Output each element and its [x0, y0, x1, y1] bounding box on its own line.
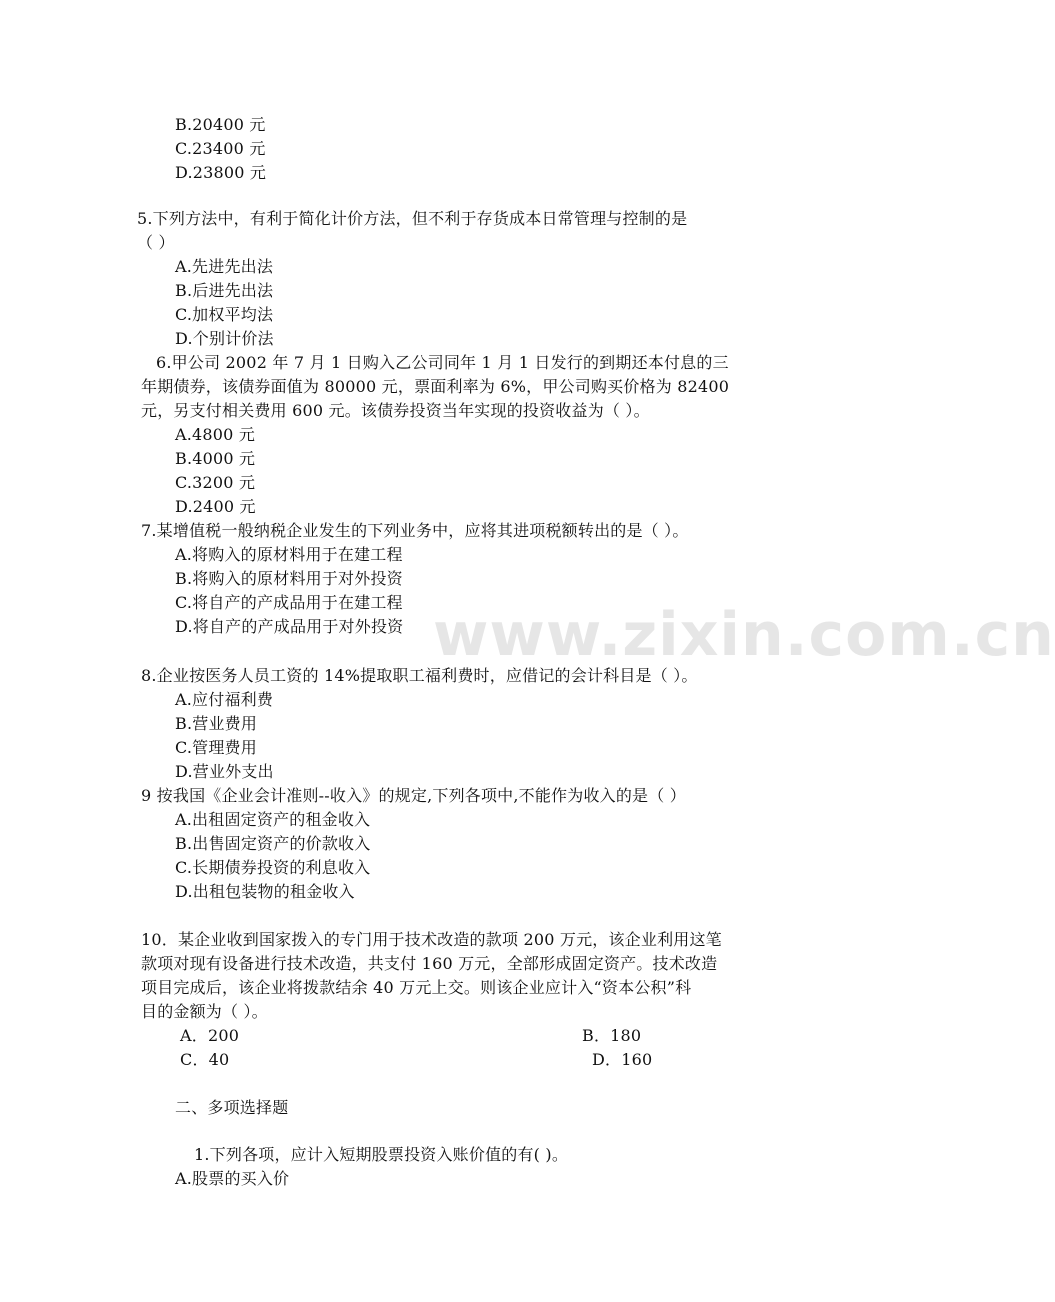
q6-stem-line-3: 元，另支付相关费用 600 元。该债券投资当年实现的投资收益为（ ）。: [141, 401, 650, 420]
q7-option-a: A.将购入的原材料用于在建工程: [175, 545, 403, 564]
q5-stem-line-2: （ ）: [137, 233, 175, 252]
q4-option-d: D.23800 元: [175, 163, 267, 182]
q10-stem-line-1: 10．某企业收到国家拨入的专门用于技术改造的款项 200 万元，该企业利用这笔: [141, 930, 722, 949]
q5-stem-line-1: 5.下列方法中，有利于简化计价方法，但不利于存货成本日常管理与控制的是: [137, 209, 688, 228]
q8-option-c: C.管理费用: [175, 738, 257, 757]
q9-option-d: D.出租包装物的租金收入: [175, 882, 355, 901]
q5-option-a: A.先进先出法: [175, 257, 274, 276]
q8-option-a: A.应付福利费: [175, 690, 274, 709]
q9-stem-line-1: 9 按我国《企业会计准则--收入》的规定,下列各项中,不能作为收入的是（ ）: [141, 786, 686, 805]
q7-stem-line-1: 7.某增值税一般纳税企业发生的下列业务中，应将其进项税额转出的是（ ）。: [141, 521, 689, 540]
q5-option-b: B.后进先出法: [175, 281, 274, 300]
q7-option-c: C.将自产的产成品用于在建工程: [175, 593, 403, 612]
q4-option-b: B.20400 元: [175, 115, 266, 134]
q5-option-c: C.加权平均法: [175, 305, 274, 324]
q6-option-d: D.2400 元: [175, 497, 256, 516]
q6-option-c: C.3200 元: [175, 473, 256, 492]
section-heading: 二、多项选择题: [175, 1098, 289, 1117]
q6-stem-line-2: 年期债券，该债券面值为 80000 元，票面利率为 6%，甲公司购买价格为 82400: [141, 377, 730, 396]
q6-stem-line-1: 6.甲公司 2002 年 7 月 1 日购入乙公司同年 1 月 1 日发行的到期还本付息的三: [156, 353, 729, 372]
watermark: www.zixin.com.cn: [433, 600, 1055, 670]
q4-option-c: C.23400 元: [175, 139, 266, 158]
q9-option-b: B.出售固定资产的价款收入: [175, 834, 371, 853]
q9-option-c: C.长期债券投资的利息收入: [175, 858, 371, 877]
q7-option-d: D.将自产的产成品用于对外投资: [175, 617, 404, 636]
q8-option-b: B.营业费用: [175, 714, 258, 733]
q9-option-a: A.出租固定资产的租金收入: [175, 810, 371, 829]
q5-option-d: D.个别计价法: [175, 329, 274, 348]
q7-option-b: B.将购入的原材料用于对外投资: [175, 569, 403, 588]
mq1-option-a: A.股票的买入价: [175, 1169, 290, 1188]
q10-option-c: C．40: [180, 1050, 230, 1069]
q10-stem-line-4: 目的金额为（ ）。: [141, 1002, 268, 1021]
q10-option-d: D．160: [592, 1050, 653, 1069]
mq1-stem-line-1: 1.下列各项，应计入短期股票投资入账价值的有( )。: [194, 1145, 569, 1164]
q10-option-a: A．200: [180, 1026, 240, 1045]
q8-option-d: D.营业外支出: [175, 762, 274, 781]
q10-stem-line-3: 项目完成后，该企业将拨款结余 40 万元上交。则该企业应计入“资本公积”科: [141, 978, 692, 997]
q10-stem-line-2: 款项对现有设备进行技术改造，共支付 160 万元，全部形成固定资产。技术改造: [141, 954, 718, 973]
q8-stem-line-1: 8.企业按医务人员工资的 14%提取职工福利费时，应借记的会计科目是（ ）。: [141, 666, 698, 685]
q10-option-b: B．180: [582, 1026, 642, 1045]
q6-option-b: B.4000 元: [175, 449, 256, 468]
q6-option-a: A.4800 元: [175, 425, 256, 444]
